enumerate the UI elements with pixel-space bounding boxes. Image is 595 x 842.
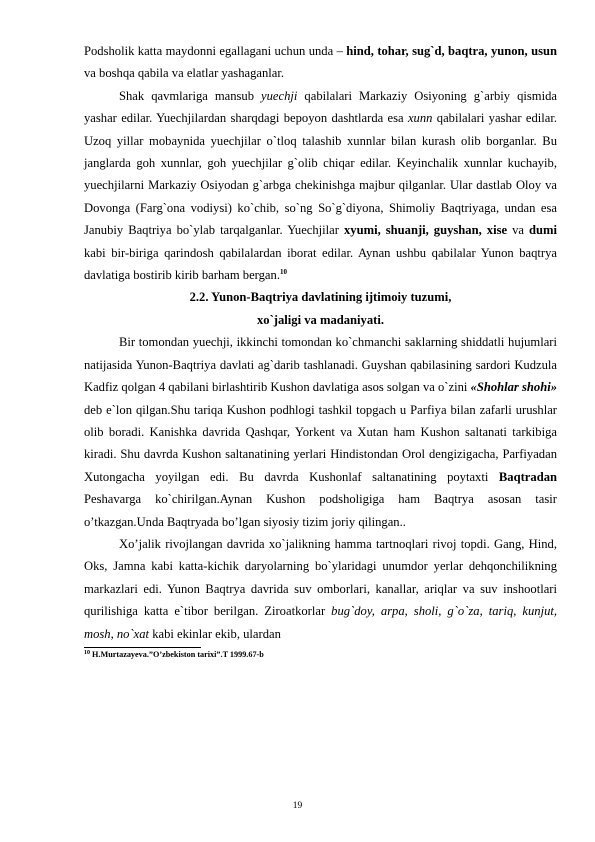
p3-bold-italic-title: «Shohlar shohi» <box>470 380 557 395</box>
p3-bold-baqtradan: Baqtradan <box>498 469 557 484</box>
p2-italic-yuechji: yuechji <box>261 88 298 103</box>
footnote <box>84 649 557 661</box>
p2-text-4: va <box>507 223 529 238</box>
p3-text-2: deb e`lon qilgan.Shu tariqa Kushon podhlogi tashkil topgach u Parfiya bilan zafarli urushlar olib boradi. Kanishka davrida Qashqar, Yorkent va Xutan ham Kushon saltanati tarkibiga kiradi. Shu davrda Kushon saltanatining yerlari Hindistondan Orol dengizigacha, Parfiyadan Xutongacha yoyilgan edi. Bu davrda Kushonlaf saltanatining poytaxti <box>84 402 557 484</box>
p4-text-1: Xo’jalik rivojlangan davrida xo`jalikning hamma tartnoqlari rivoj topdi. Gang, Hind, Oks, Jamna kabi katta-kichik daryolarning bo`ylaridagi unumdor yerlar dehqonchilikning markazlari edi. Yunon Baqtrya davrida suv omborlari, kanallar, ariqlar va suv inshootlari qurilishiga katta e`tibor berilgan. Ziroatkorlar <box>84 536 557 619</box>
section-heading-line-1: 2.2. Yunon-Baqtriya davlatining ijtimoiy tuzumi, <box>189 290 452 305</box>
p3-text-3: Peshavarga ko`chirilgan.Aynan Kushon podsholigiga ham Baqtrya asosan tasir o’tkazgan.Unda Baqtryada bo’lgan siyosiy tizim joriy qilingan.. <box>84 492 557 529</box>
p1-text-1: Podsholik katta maydonni egallagani uchun unda – <box>84 44 347 58</box>
p2-text-5: kabi bir-biriga qarindosh qabilalardan iborat edilar. Aynan ushbu qabilalar Yunon baqtrya davlatiga bostirib kirib barham bergan. <box>84 245 557 283</box>
page-number: 19 <box>292 801 303 811</box>
footnote-number: 10 <box>84 649 90 656</box>
paragraph-3 <box>84 331 557 533</box>
footnote-ref[interactable]: 10 <box>279 268 287 277</box>
paragraph-1 <box>84 40 557 85</box>
p2-text-1: Shak qavmlariga mansub <box>119 88 262 103</box>
page-body <box>84 40 557 661</box>
p2-italic-xunn: xunn <box>407 111 433 126</box>
p2-text-2: qabilalari Markaziy Osiyoning g`arbiy qismida yashar edilar. Yuechjilardan sharqdagi bepoyon dashtlarda esa <box>84 88 557 126</box>
p2-text-3: qabilalari yashar edilar. Uzoq yillar mobaynida yuechjilar o`tloq talashib xunnlar bilan kurash olib borganlar. Bu janglarda goh xunnlar, goh yuechjilar g`olib chiqar edilar. Keyinchalik xunnlar kuchayib, yuechjilarni Markaziy Osiyodan g`arbga chekinishga majbur qilganlar. Ular dastlab Oloy va Dovonga (Farg`ona vodiysi) ko`chib, so`ng So`g`diyona, Shimoliy Baqtriyaga, undan esa Janubiy Baqtriya bo`ylab tarqalganlar. Yuechjilar <box>84 111 557 238</box>
footnote-text: H.Murtazayeva.”O’zbekiston tarixi”.T 1999.67-b <box>90 649 264 659</box>
paragraph-4 <box>84 533 557 645</box>
p4-italic-crops: bug`doy, arpa, sholi, g`o`za, tariq, kunjut, mosh, no`xat <box>84 604 558 641</box>
p4-text-2: kabi ekinlar ekib, ulardan <box>149 626 281 641</box>
p2-bold-tribes: xyumi, shuanji, guyshan, xise <box>343 223 508 238</box>
section-heading-line-2: xo`jaligi va madaniyati. <box>257 312 384 327</box>
p2-bold-dumi: dumi <box>528 223 557 238</box>
paragraph-2 <box>84 85 557 287</box>
p1-bold-peoples: hind, tohar, sug`d, baqtra, yunon, usun <box>346 44 557 58</box>
footnote-divider <box>84 647 201 648</box>
p1-text-2: va boshqa qabila va elatlar yashaganlar. <box>84 66 285 81</box>
p3-text-1: Bir tomondan yuechji, ikkinchi tomondan ko`chmanchi saklarning shiddatli hujumlari natijasida Yunon-Baqtriya davlati ag`darib tashlanadi. Guyshan qabilasining sardori Kudzula Kadfiz qolgan 4 qabilani birlashtirib Kushon davlatiga asos solgan va o`zini <box>84 335 557 395</box>
